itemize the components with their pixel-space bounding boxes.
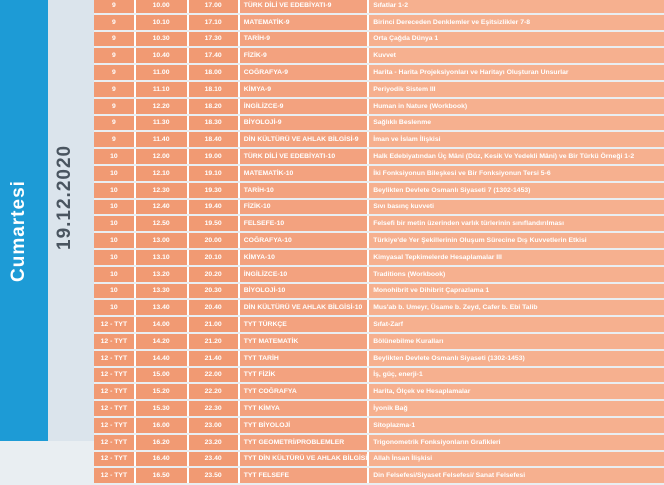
class-cell: 10 bbox=[94, 183, 136, 198]
end-time-cell: 20.10 bbox=[189, 250, 238, 265]
start-time-cell: 10.30 bbox=[136, 32, 189, 47]
end-time-cell: 21.20 bbox=[189, 334, 238, 349]
subject-cell: FELSEFE-10 bbox=[238, 216, 367, 231]
start-time-cell: 11.00 bbox=[136, 65, 189, 80]
topic-cell: Sıfatlar 1-2 bbox=[367, 0, 664, 13]
subject-cell: TYT FELSEFE bbox=[238, 468, 367, 483]
start-time-cell: 15.20 bbox=[136, 384, 189, 399]
start-time-cell: 13.00 bbox=[136, 233, 189, 248]
table-row bbox=[94, 15, 664, 30]
subject-cell: KİMYA-10 bbox=[238, 250, 367, 265]
subject-cell: İNGİLİZCE-10 bbox=[238, 267, 367, 282]
table-row bbox=[94, 267, 664, 282]
subject-cell: KİMYA-9 bbox=[238, 82, 367, 97]
topic-cell: İyonik Bağ bbox=[367, 401, 664, 416]
end-time-cell: 18.20 bbox=[189, 99, 238, 114]
start-time-cell: 12.00 bbox=[136, 149, 189, 164]
class-cell: 10 bbox=[94, 267, 136, 282]
end-time-cell: 21.40 bbox=[189, 351, 238, 366]
topic-cell: Beylikten Devlete Osmanlı Siyaseti (1302-1453) bbox=[367, 351, 664, 366]
class-cell: 10 bbox=[94, 284, 136, 299]
subject-cell: TYT MATEMATİK bbox=[238, 334, 367, 349]
end-time-cell: 20.40 bbox=[189, 300, 238, 315]
date-label: 19.12.2020 bbox=[54, 144, 75, 250]
subject-cell: TYT DİN KÜLTÜRÜ VE AHLAK BİLGİSİ bbox=[238, 452, 367, 467]
topic-cell: Sıvı basınç kuvveti bbox=[367, 200, 664, 215]
topic-cell: Birinci Dereceden Denklemler ve Eşitsizlikler 7-8 bbox=[367, 15, 664, 30]
subject-cell: TÜRK DİLİ VE EDEBİYATI-9 bbox=[238, 0, 367, 13]
class-cell: 10 bbox=[94, 200, 136, 215]
end-time-cell: 18.40 bbox=[189, 132, 238, 147]
topic-cell: Kuvvet bbox=[367, 48, 664, 63]
topic-cell: Harita, Ölçek ve Hesaplamalar bbox=[367, 384, 664, 399]
end-time-cell: 23.50 bbox=[189, 468, 238, 483]
subject-cell: MATEMATİK-9 bbox=[238, 15, 367, 30]
table-row bbox=[94, 216, 664, 231]
table-row bbox=[94, 183, 664, 198]
table-row bbox=[94, 99, 664, 114]
end-time-cell: 23.00 bbox=[189, 418, 238, 433]
start-time-cell: 11.10 bbox=[136, 82, 189, 97]
topic-cell: Orta Çağda Dünya 1 bbox=[367, 32, 664, 47]
table-row bbox=[94, 250, 664, 265]
schedule-rows bbox=[94, 0, 664, 483]
day-label: Cumartesi bbox=[8, 180, 29, 282]
end-time-cell: 21.00 bbox=[189, 317, 238, 332]
table-row bbox=[94, 82, 664, 97]
table-row bbox=[94, 132, 664, 147]
end-time-cell: 23.20 bbox=[189, 435, 238, 450]
table-row bbox=[94, 300, 664, 315]
class-cell: 9 bbox=[94, 32, 136, 47]
start-time-cell: 12.20 bbox=[136, 99, 189, 114]
subject-cell: BİYOLOJİ-10 bbox=[238, 284, 367, 299]
table-row bbox=[94, 384, 664, 399]
topic-cell: Din Felsefesi/Siyaset Felsefesi/ Sanat Felsefesi bbox=[367, 468, 664, 483]
start-time-cell: 15.00 bbox=[136, 368, 189, 383]
table-row bbox=[94, 418, 664, 433]
table-row bbox=[94, 116, 664, 131]
start-time-cell: 16.40 bbox=[136, 452, 189, 467]
start-time-cell: 14.40 bbox=[136, 351, 189, 366]
class-cell: 12 - TYT bbox=[94, 468, 136, 483]
class-cell: 12 - TYT bbox=[94, 452, 136, 467]
topic-cell: Human in Nature (Workbook) bbox=[367, 99, 664, 114]
topic-cell: Traditions (Workbook) bbox=[367, 267, 664, 282]
subject-cell: TYT TÜRKÇE bbox=[238, 317, 367, 332]
class-cell: 9 bbox=[94, 116, 136, 131]
table-row bbox=[94, 200, 664, 215]
topic-cell: Kimyasal Tepkimelerde Hesaplamalar III bbox=[367, 250, 664, 265]
table-row bbox=[94, 435, 664, 450]
topic-cell: Türkiye'de Yer Şekillerinin Oluşum Sürecine Dış Kuvvetlerin Etkisi bbox=[367, 233, 664, 248]
start-time-cell: 12.50 bbox=[136, 216, 189, 231]
class-cell: 9 bbox=[94, 0, 136, 13]
table-row bbox=[94, 65, 664, 80]
end-time-cell: 22.00 bbox=[189, 368, 238, 383]
table-row bbox=[94, 166, 664, 181]
subject-cell: TYT KİMYA bbox=[238, 401, 367, 416]
class-cell: 12 - TYT bbox=[94, 351, 136, 366]
topic-cell: Periyodik Sistem III bbox=[367, 82, 664, 97]
subject-cell: COĞRAFYA-9 bbox=[238, 65, 367, 80]
topic-cell: Sıfat-Zarf bbox=[367, 317, 664, 332]
class-cell: 12 - TYT bbox=[94, 435, 136, 450]
subject-cell: TYT COĞRAFYA bbox=[238, 384, 367, 399]
start-time-cell: 13.30 bbox=[136, 284, 189, 299]
start-time-cell: 11.30 bbox=[136, 116, 189, 131]
topic-cell: Mus'ab b. Umeyr, Üsame b. Zeyd, Cafer b. Ebi Talib bbox=[367, 300, 664, 315]
end-time-cell: 20.00 bbox=[189, 233, 238, 248]
subject-cell: TARİH-9 bbox=[238, 32, 367, 47]
end-time-cell: 22.20 bbox=[189, 384, 238, 399]
class-cell: 12 - TYT bbox=[94, 317, 136, 332]
table-row bbox=[94, 368, 664, 383]
start-time-cell: 16.20 bbox=[136, 435, 189, 450]
subject-cell: MATEMATİK-10 bbox=[238, 166, 367, 181]
end-time-cell: 23.40 bbox=[189, 452, 238, 467]
class-cell: 10 bbox=[94, 166, 136, 181]
topic-cell: Trigonometrik Fonksiyonların Grafikleri bbox=[367, 435, 664, 450]
table-row bbox=[94, 351, 664, 366]
class-cell: 10 bbox=[94, 300, 136, 315]
start-time-cell: 14.20 bbox=[136, 334, 189, 349]
subject-cell: FİZİK-10 bbox=[238, 200, 367, 215]
table-row bbox=[94, 401, 664, 416]
subject-cell: TYT GEOMETRİ/PROBLEMLER bbox=[238, 435, 367, 450]
end-time-cell: 19.00 bbox=[189, 149, 238, 164]
class-cell: 9 bbox=[94, 99, 136, 114]
topic-cell: Halk Edebiyatından Üç Mâni (Düz, Kesik Ve Yedekli Mâni) ve Bir Türkü Örneği 1-2 bbox=[367, 149, 664, 164]
start-time-cell: 12.30 bbox=[136, 183, 189, 198]
end-time-cell: 19.50 bbox=[189, 216, 238, 231]
class-cell: 10 bbox=[94, 216, 136, 231]
table-row bbox=[94, 233, 664, 248]
start-time-cell: 11.40 bbox=[136, 132, 189, 147]
start-time-cell: 15.30 bbox=[136, 401, 189, 416]
start-time-cell: 10.00 bbox=[136, 0, 189, 13]
topic-cell: Monohibrit ve Dihibrit Çaprazlama 1 bbox=[367, 284, 664, 299]
start-time-cell: 12.40 bbox=[136, 200, 189, 215]
class-cell: 9 bbox=[94, 132, 136, 147]
class-cell: 12 - TYT bbox=[94, 401, 136, 416]
class-cell: 12 - TYT bbox=[94, 418, 136, 433]
subject-cell: TÜRK DİLİ VE EDEBİYATI-10 bbox=[238, 149, 367, 164]
subject-cell: COĞRAFYA-10 bbox=[238, 233, 367, 248]
start-time-cell: 16.00 bbox=[136, 418, 189, 433]
topic-cell: Sağlıklı Beslenme bbox=[367, 116, 664, 131]
class-cell: 10 bbox=[94, 149, 136, 164]
table-row bbox=[94, 317, 664, 332]
topic-cell: Felsefi bir metin üzerinden varlık türlerinin sınıflandırılması bbox=[367, 216, 664, 231]
class-cell: 9 bbox=[94, 15, 136, 30]
subject-cell: FİZİK-9 bbox=[238, 48, 367, 63]
class-cell: 9 bbox=[94, 48, 136, 63]
end-time-cell: 17.10 bbox=[189, 15, 238, 30]
class-cell: 12 - TYT bbox=[94, 384, 136, 399]
schedule-table bbox=[94, 0, 664, 485]
class-cell: 10 bbox=[94, 250, 136, 265]
topic-cell: İki Fonksiyonun Bileşkesi ve Bir Fonksiyonun Tersi 5-6 bbox=[367, 166, 664, 181]
subject-cell: TYT TARİH bbox=[238, 351, 367, 366]
table-row bbox=[94, 0, 664, 13]
table-row bbox=[94, 452, 664, 467]
start-time-cell: 14.00 bbox=[136, 317, 189, 332]
subject-cell: TARİH-10 bbox=[238, 183, 367, 198]
end-time-cell: 17.40 bbox=[189, 48, 238, 63]
start-time-cell: 16.50 bbox=[136, 468, 189, 483]
start-time-cell: 10.40 bbox=[136, 48, 189, 63]
table-row bbox=[94, 48, 664, 63]
class-cell: 12 - TYT bbox=[94, 368, 136, 383]
class-cell: 9 bbox=[94, 82, 136, 97]
subject-cell: TYT BİYOLOJİ bbox=[238, 418, 367, 433]
end-time-cell: 18.10 bbox=[189, 82, 238, 97]
end-time-cell: 17.00 bbox=[189, 0, 238, 13]
subject-cell: TYT FİZİK bbox=[238, 368, 367, 383]
end-time-cell: 22.30 bbox=[189, 401, 238, 416]
topic-cell: Bölünebilme Kuralları bbox=[367, 334, 664, 349]
end-time-cell: 19.40 bbox=[189, 200, 238, 215]
end-time-cell: 18.00 bbox=[189, 65, 238, 80]
table-row bbox=[94, 149, 664, 164]
class-cell: 9 bbox=[94, 65, 136, 80]
class-cell: 12 - TYT bbox=[94, 334, 136, 349]
table-row bbox=[94, 468, 664, 483]
topic-cell: Beylikten Devlete Osmanlı Siyaseti 7 (1302-1453) bbox=[367, 183, 664, 198]
topic-cell: Harita - Harita Projeksiyonları ve Haritayı Oluşturan Unsurlar bbox=[367, 65, 664, 80]
table-row bbox=[94, 284, 664, 299]
end-time-cell: 20.20 bbox=[189, 267, 238, 282]
start-time-cell: 12.10 bbox=[136, 166, 189, 181]
end-time-cell: 18.30 bbox=[189, 116, 238, 131]
table-row bbox=[94, 334, 664, 349]
start-time-cell: 13.40 bbox=[136, 300, 189, 315]
subject-cell: BİYOLOJİ-9 bbox=[238, 116, 367, 131]
end-time-cell: 19.30 bbox=[189, 183, 238, 198]
end-time-cell: 17.30 bbox=[189, 32, 238, 47]
start-time-cell: 13.10 bbox=[136, 250, 189, 265]
start-time-cell: 13.20 bbox=[136, 267, 189, 282]
end-time-cell: 19.10 bbox=[189, 166, 238, 181]
topic-cell: İman ve İslam İlişkisi bbox=[367, 132, 664, 147]
end-time-cell: 20.30 bbox=[189, 284, 238, 299]
topic-cell: İş, güç, enerji-1 bbox=[367, 368, 664, 383]
class-cell: 10 bbox=[94, 233, 136, 248]
topic-cell: Allah İnsan İlişkisi bbox=[367, 452, 664, 467]
subject-cell: İNGİLİZCE-9 bbox=[238, 99, 367, 114]
table-row bbox=[94, 32, 664, 47]
subject-cell: DİN KÜLTÜRÜ VE AHLAK BİLGİSİ-9 bbox=[238, 132, 367, 147]
start-time-cell: 10.10 bbox=[136, 15, 189, 30]
subject-cell: DİN KÜLTÜRÜ VE AHLAK BİLGİSİ-10 bbox=[238, 300, 367, 315]
topic-cell: Sitoplazma-1 bbox=[367, 418, 664, 433]
